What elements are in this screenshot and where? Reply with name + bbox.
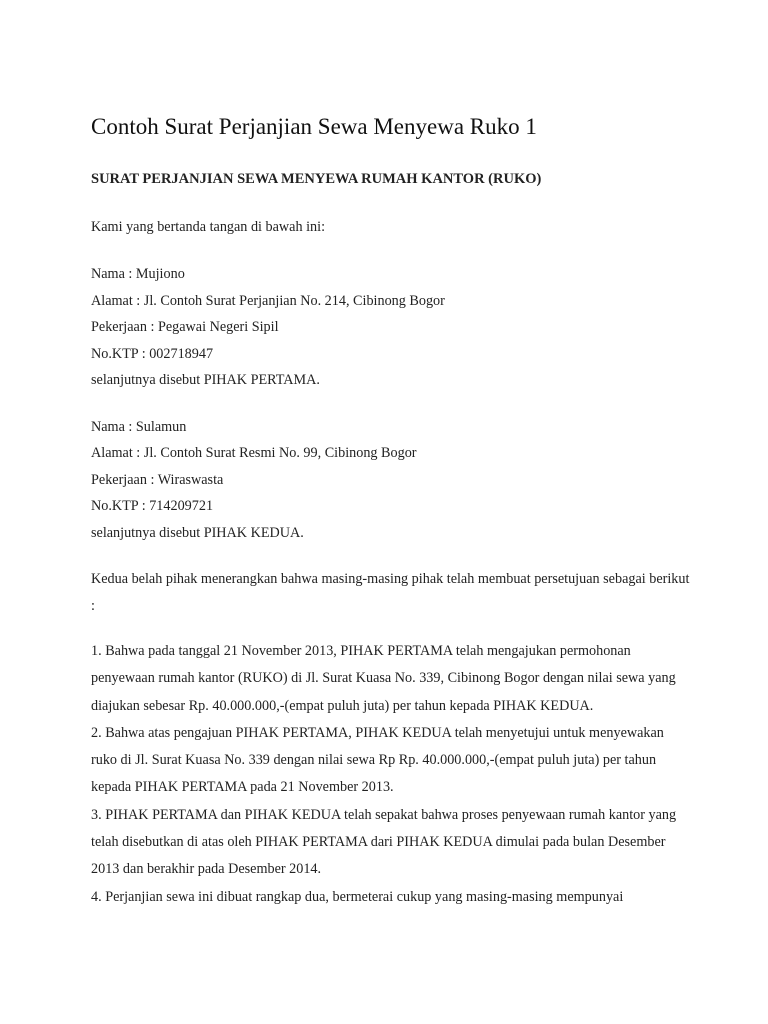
clause-4: 4. Perjanjian sewa ini dibuat rangkap dua, bermeterai cukup yang masing-masing mempunyai	[91, 888, 624, 905]
document-title: Contoh Surat Perjanjian Sewa Menyewa Ruko 1	[91, 114, 537, 139]
first-party-name: Nama : Mujiono	[91, 266, 185, 282]
document-page	[91, 112, 691, 911]
second-party-role: selanjutnya disebut PIHAK KEDUA.	[91, 524, 304, 541]
second-party-ktp: No.KTP : 714209721	[91, 498, 214, 514]
first-party-address: Alamat : Jl. Contoh Surat Perjanjian No. 214, Cibinong Bogor	[91, 292, 445, 309]
second-party-address: Alamat : Jl. Contoh Surat Resmi No. 99, Cibinong Bogor	[91, 445, 417, 461]
clause-list	[91, 638, 691, 911]
first-party-role: selanjutnya disebut PIHAK PERTAMA.	[91, 372, 320, 388]
clause-1: 1. Bahwa pada tanggal 21 November 2013, PIHAK PERTAMA telah mengajukan permohonan penyewaan rumah kantor (RUKO) di Jl. Surat Kuasa No. 339, Cibinong Bogor dengan nilai sewa yang diajukan sebesar Rp. 40.000.000,-(empat puluh juta) per tahun kepada PIHAK KEDUA.	[91, 643, 676, 714]
clause-3: 3. PIHAK PERTAMA dan PIHAK KEDUA telah sepakat bahwa proses penyewaan rumah kantor yang telah disebutkan di atas oleh PIHAK PERTAMA dari PIHAK KEDUA dimulai pada bulan Desember 2013 dan berakhir pada Desember 2014.	[91, 806, 677, 878]
preamble-paragraph: Kedua belah pihak menerangkan bahwa masing-masing pihak telah membuat persetujuan sebagai berikut :	[91, 571, 690, 614]
second-party-job: Pekerjaan : Wiraswasta	[91, 471, 224, 488]
first-party-block	[91, 261, 691, 394]
first-party-ktp: No.KTP : 002718947	[91, 345, 214, 362]
second-party-name: Nama : Sulamun	[91, 418, 187, 435]
document-subtitle: SURAT PERJANJIAN SEWA MENYEWA RUMAH KANTOR (RUKO)	[91, 171, 542, 187]
intro-paragraph: Kami yang bertanda tangan di bawah ini:	[91, 219, 326, 235]
second-party-block	[91, 414, 691, 547]
first-party-job: Pekerjaan : Pegawai Negeri Sipil	[91, 319, 279, 335]
clause-2: 2. Bahwa atas pengajuan PIHAK PERTAMA, PIHAK KEDUA telah menyetujui untuk menyewakan ruko di Jl. Surat Kuasa No. 339 dengan nilai sewa Rp Rp. 40.000.000,-(empat puluh juta) per tahun kepada PIHAK PERTAMA pada 21 November 2013.	[91, 724, 664, 796]
